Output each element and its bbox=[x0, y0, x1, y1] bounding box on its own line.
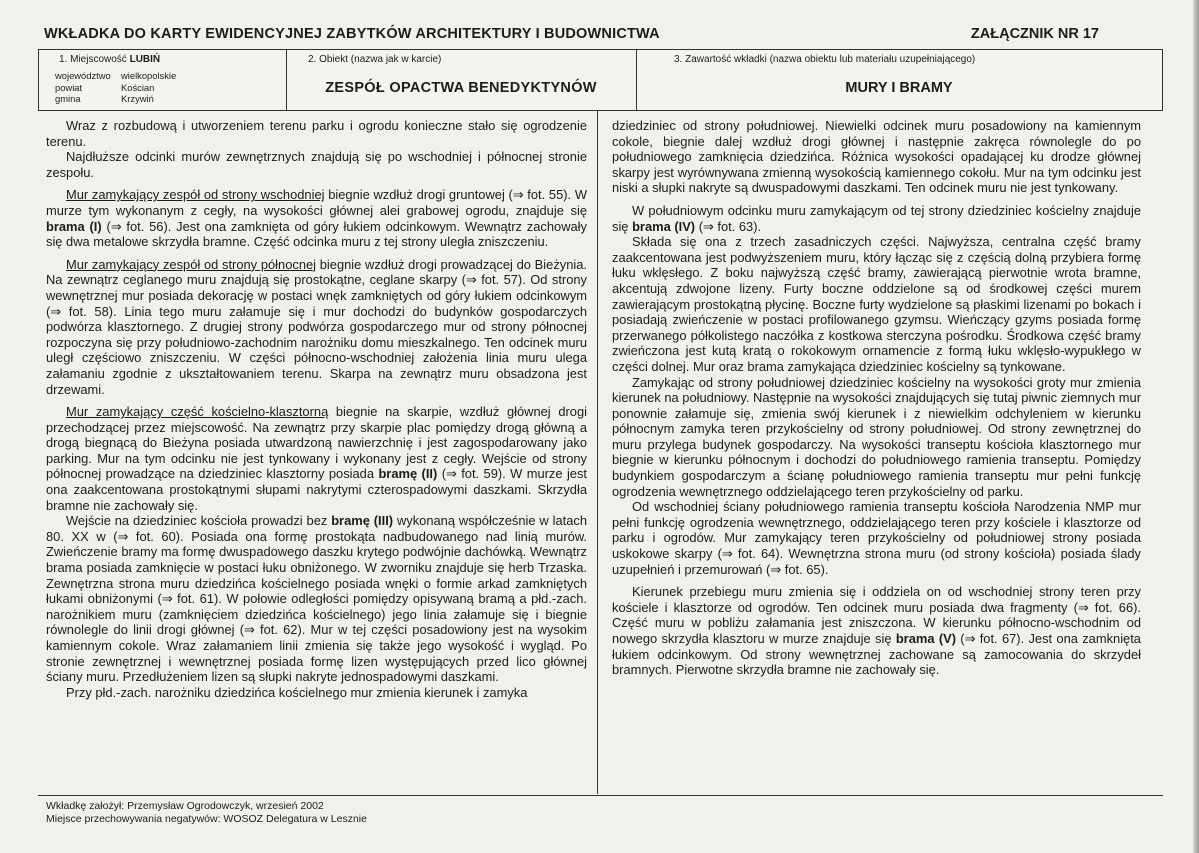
paragraph: Zamykając od strony południowej dziedziniec kościelny na wysokości groty mur zmienia kierunek na południowy. Następnie na wysokości znajdujących się tutaj piwnic ziemnych mur ponownie załamuje się, zmienia swój kierunek i z niewielkim odchyleniem w kierunku północnym zamyka teren przykościelny od strony południowej. Od strony zewnętrznej do muru przylega budynek gospodarczy. Na wysokości transeptu kościoła klasztornego mur biegnie w kierunku północnym i dochodzi do południowego ramienia transeptu. Pomiędzy budynkiem gospodarczym a ścianę południowego ramienia transeptu mur pełni funkcję ogrodzenia wewnętrznego oddzielającego teren przykościelny od parku. bbox=[612, 374, 1141, 499]
paragraph: Najdłuższe odcinki murów zewnętrznych znajdują się po wschodniej i północnej stronie zespołu. bbox=[46, 149, 587, 180]
content-value: MURY I BRAMY bbox=[845, 80, 953, 96]
right-column bbox=[612, 118, 1141, 678]
paragraph: Od wschodniej ściany południowego ramienia transeptu kościoła Narodzenia NMP mur pełni funkcję ogrodzenia wewnętrznego, oddzielającego teren przy kościele i klasztorze od parku i ogrodów. Mur zamykający teren przykościelny od południowej strony posiada uskokowe skarpy (⇒ fot. 64). Wewnętrzna strona muru (od strony kościoła) posiada ślady uzupełnień i przemurowań (⇒ fot. 65). bbox=[612, 499, 1141, 577]
commune-value: Krzywiń bbox=[121, 93, 154, 104]
gate-label: brama (I) bbox=[46, 218, 102, 234]
paragraph: Mur zamykający zespół od strony wschodniej biegnie wzdłuż drogi gruntowej (⇒ fot. 55). W murze tym wykonanym z cegły, na wysokości głównej alei grabowej ogrodu, znajduje się brama (I) (⇒ fot. 56). Jest ona zamknięta od góry łukiem odcinkowym. Wewnątrz zachowały się dwa metalowe skrzydła bramne. Część odcinka muru z tej strony uległa zniszczeniu. bbox=[46, 187, 587, 250]
paragraph: Przy płd.-zach. narożniku dziedzińca kościelnego mur zmienia kierunek i zamyka bbox=[66, 684, 528, 700]
left-column bbox=[46, 118, 587, 700]
author-line: Wkładkę założył: Przemysław Ogrodowczyk, wrzesień 2002 bbox=[46, 800, 324, 812]
content-label: 3. Zawartość wkładki (nazwa obiektu lub materiału uzupełniającego) bbox=[674, 54, 976, 65]
title-row bbox=[44, 26, 1099, 46]
location-cell bbox=[39, 50, 287, 110]
negatives-location: Miejsce przechowywania negatywów: WOSOZ Delegatura w Lesznie bbox=[46, 813, 367, 825]
section-heading: Mur zamykający zespół od strony północnej bbox=[66, 256, 317, 272]
appendix-number: ZAŁĄCZNIK NR 17 bbox=[970, 26, 1099, 42]
administrative-units bbox=[55, 70, 176, 105]
object-label: 2. Obiekt (nazwa jak w karcie) bbox=[308, 54, 442, 65]
voivodeship-value: wielkopolskie bbox=[121, 70, 177, 81]
paragraph: Mur zamykający zespół od strony północnej biegnie wzdłuż drogi prowadzącej do Bieżynia. Na zewnątrz ceglanego muru znajdują się prostokątne, ceglane skarpy (⇒ fot. 57). Od strony wewnętrznej mur posiada dekorację w postaci wnęk zamkniętych od góry łukiem odcinkowym (⇒ fot. 58). Linia tego muru załamuje się i mur dochodzi do budynków gospodarczych podwórza klasztornego. Z drugiej strony podwórza gospodarczego mur od strony północnej rozpoczyna się przy południowo-zachodnim narożniku domu mieszkalnego. Ten odcinek muru uległ częściowo zniszczeniu. W części północno-wschodniej założenia linia muru ulega załamaniu zgodnie z ukształtowaniem terenu. Skarpa na zewnątrz muru obsadzona jest drzewami. bbox=[46, 256, 587, 397]
paragraph: Mur zamykający część kościelno-klasztorną biegnie na skarpie, wzdłuż głównej drogi przechodzącej przez miejscowość. Na zewnątrz przy skarpie plac pomiędzy drogą główną a drogą biegnącą do Bieżyna posiada utwardzoną nawierzchnię i jest zagospodarowany jako parking. Mur na tym odcinku nie jest tynkowany i wykonany jest z cegły. Wejście od strony północnej prowadzące na dziedziniec klasztorny posiada bramę (II) (⇒ fot. 59). W murze jest ona zaakcentowana prostokątnymi słupami nakrytymi czterospadowymi daszkami. Skrzydła bramne nie zachowały się. bbox=[46, 404, 588, 513]
content-cell bbox=[636, 50, 1162, 110]
section-heading: Mur zamykający zespół od strony wschodniej bbox=[66, 187, 325, 203]
gate-label: bramę (III) bbox=[331, 513, 394, 529]
paragraph: dziedziniec od strony południowej. Niewielki odcinek muru posadowiony na kamiennym cokole, biegnie dalej wzdłuż drogi głównej i następnie zakręca równolegle do po południowego zamknięcia dziedzińca. Różnica wysokości opadającej ku drodze głównej skarpy jest wyrównywana zmienną wysokością kamiennego cokołu. Mur na tym odcinku jest niski a słupki nakryte są dwuspadowymi daszkami. Ten odcinek muru nie jest tynkowany. bbox=[612, 118, 1141, 196]
commune-key: gmina bbox=[55, 93, 81, 104]
paragraph: Kierunek przebiegu muru zmienia się i oddziela on od wschodniej strony teren przy kościele i klasztorze od ogrodów. Ten odcinek muru posiada dwa fragmenty (⇒ fot. 66). Część muru w pobliżu załamania jest zniszczona. W kierunku północno-wschodnim od nowego skrzydła klasztoru w murze znajduje się brama (V) (⇒ fot. 67). Jest ona zamknięta łukiem odcinkowym. Od strony wewnętrznej zachowane są zamocowania do skrzydeł bramnych. Pierwotne skrzydła bramne nie zachowały się. bbox=[612, 584, 1141, 678]
footer bbox=[38, 795, 1163, 826]
paragraph: W południowym odcinku muru zamykającym od tej strony dziedziniec kościelny znajduje się brama (IV) (⇒ fot. 63). bbox=[612, 202, 1141, 234]
paragraph: Wejście na dziedziniec kościoła prowadzi bez bramę (III) wykonaną współcześnie w latach 80. XX w (⇒ fot. 60). Posiada ona formę prostokąta nadbudowanego nad linią murów. Zwieńczenie bramy ma formę dwuspadowego daszku krytego podwójnie dachówką. Wewnątrz brama posiada zamknięcie w postaci łuku obniżonego. W zworniku znajduje się herb Trzaska. Zewnętrzna strona muru dziedzińca kościelnego posiada wnęki o formie arkad zamkniętych łukami obniżonymi (⇒ fot. 61). W połowie odległości pomiędzy opisywaną bramą a płd.-zach. narożnikiem muru (zamknięciem dziedzińca kościelnego) jego linia załamuje się i biegnie równolegle do linii drogi głównej (⇒ fot. 62). Mur w tej części posadowiony jest na wysokim kamiennym cokole. Wraz załamaniem linii zmienia się także jego wysokość i wygląd. Po stronie zewnętrznej i wewnętrznej posiada formę lizen występujących przed lico głównej ściany muru. Przedłużeniem lizen są słupki nakryte jednospadowymi daszkami. bbox=[46, 513, 588, 685]
column-divider bbox=[597, 111, 598, 794]
gate-label: bramę (II) bbox=[378, 466, 438, 482]
paragraph: Wraz z rozbudową i utworzeniem terenu parku i ogrodu konieczne stało się ogrodzenie terenu. bbox=[46, 118, 587, 149]
county-key: powiat bbox=[55, 81, 83, 93]
location-value: LUBIŃ bbox=[129, 54, 161, 65]
object-value: ZESPÓŁ OPACTWA BENEDYKTYNÓW bbox=[325, 80, 597, 96]
voivodeship-key: województwo bbox=[55, 70, 111, 81]
section-heading: Mur zamykający część kościelno-klasztorną bbox=[66, 404, 329, 420]
gate-label: brama (IV) bbox=[632, 218, 696, 234]
county-value: Kościan bbox=[121, 81, 155, 93]
paragraph: Składa się ona z trzech zasadniczych części. Najwyższa, centralna część bramy zaakcentowana jest podwyższeniem muru, który łącząc się z częścią dolną przybiera formę łuku wklęsłego. Z boku najwyższą część bramy, zawierającą pierwotnie wrota bramne, akcentują zdwojone lizeny. Furty boczne oddzielone są od środkowej części murem zawierającym prostokątną płycinę. Boczne furty wydzielone są płaskimi lizenami po bokach i posiadają zwieńczenie w postaci profilowanego gzymsu. Wieńczący gzyms posiada formę przerwanego półkolistego naczółka z kostkowa sterczyna pośrodku. Środkowa część bramy zwieńczona jest kutą kratą o rokokowym ornamencie z formą łuku wklęsło-wypukłego w części dolnej. Mur oraz brama zamykająca dziedziniec kościelny są tynkowane. bbox=[612, 234, 1141, 374]
document-title: WKŁADKA DO KARTY EWIDENCYJNEJ ZABYTKÓW ARCHITEKTURY I BUDOWNICTWA bbox=[44, 26, 660, 42]
header-table bbox=[38, 49, 1163, 111]
location-label: 1. Miejscowość bbox=[59, 54, 127, 65]
object-cell bbox=[286, 50, 637, 110]
gate-label: brama (V) bbox=[895, 631, 956, 646]
scan-edge bbox=[1193, 0, 1199, 853]
